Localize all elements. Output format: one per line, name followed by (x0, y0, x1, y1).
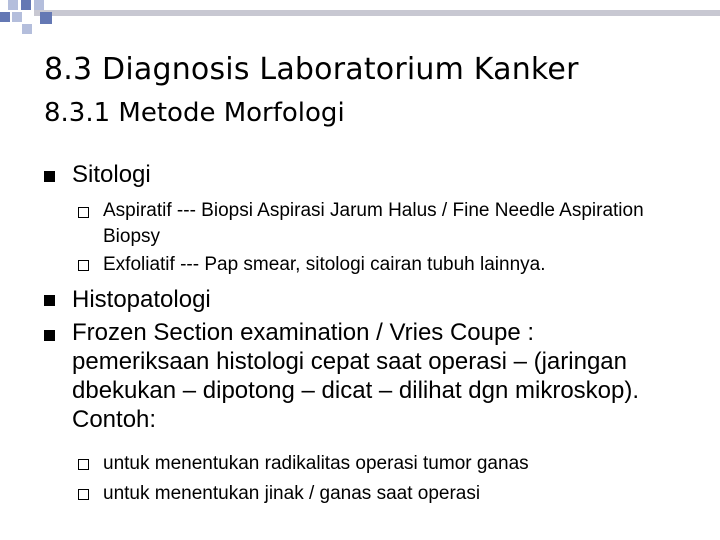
sub-bullet-exfoliatif: Exfoliatif --- Pap smear, sitologi cairan tubuh lainnya. (103, 254, 546, 275)
checkbox-bullet-icon (78, 489, 89, 500)
slide-title: 8.3 Diagnosis Laboratorium Kanker (44, 52, 579, 87)
sub-bullet-radikalitas: untuk menentukan radikalitas operasi tumor ganas (103, 453, 529, 474)
bullet-sitologi: Sitologi (72, 161, 151, 188)
checkbox-bullet-icon (78, 207, 89, 218)
checkbox-bullet-icon (78, 459, 89, 470)
decorative-header-squares (0, 0, 720, 40)
sub-bullet-jinak-ganas: untuk menentukan jinak / ganas saat operasi (103, 483, 481, 504)
bullet-histopatologi: Histopatologi (72, 286, 211, 313)
square-bullet-icon (44, 171, 55, 182)
sub-bullet-aspiratif: Aspiratif --- Biopsi Aspirasi Jarum Halus / Fine Needle Aspiration Biopsy (103, 200, 644, 247)
checkbox-bullet-icon (78, 260, 89, 271)
slide-subtitle: 8.3.1 Metode Morfologi (44, 98, 345, 128)
square-bullet-icon (44, 330, 55, 341)
bullet-frozen-section: Frozen Section examination / Vries Coupe : pemeriksaan histologi cepat saat operasi – (jaringan dbekukan – dipotong – dicat – dilihat dgn mikroskop). Contoh: (72, 319, 640, 433)
square-bullet-icon (44, 295, 55, 306)
